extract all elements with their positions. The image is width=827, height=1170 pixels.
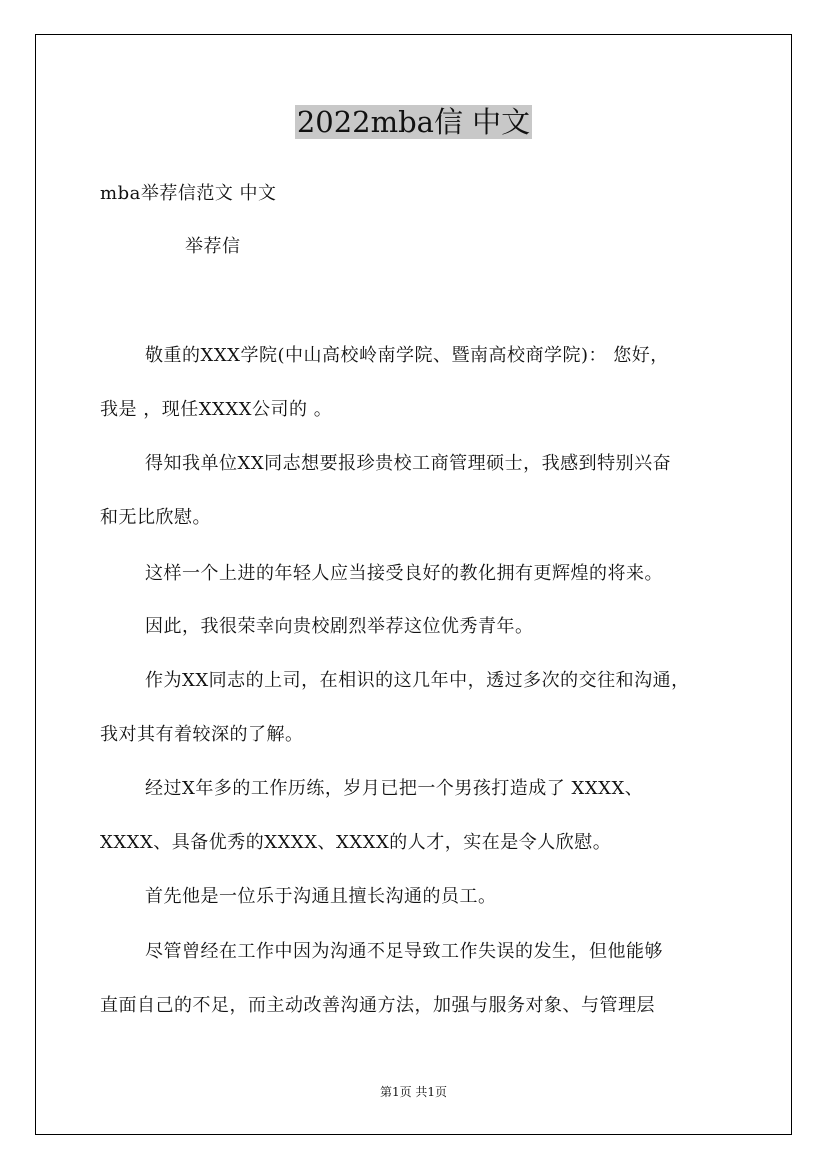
body-line: 和无比欣慰。 [100, 507, 211, 528]
document-title [0, 100, 827, 144]
body-line: XXXX、具备优秀的XXXX、XXXX的人才，实在是令人欣慰。 [100, 832, 612, 853]
body-line: 这样一个上进的年轻人应当接受良好的教化拥有更辉煌的将来。 [145, 563, 663, 584]
page-number-footer: 第1页 共1页 [379, 1085, 448, 1099]
body-line: 敬重的XXX学院(中山高校岭南学院、暨南高校商学院)： 您好， [145, 345, 669, 366]
letter-heading: 举荐信 [185, 236, 241, 257]
body-line: 得知我单位XX同志想要报珍贵校工商管理硕士，我感到特别兴奋 [145, 453, 672, 474]
body-line: 作为XX同志的上司，在相识的这几年中，透过多次的交往和沟通， [145, 670, 690, 691]
body-line: 我是 ，现任XXXX公司的 。 [100, 399, 333, 420]
body-line: 我对其有着较深的了解。 [100, 724, 304, 745]
body-line: 尽管曾经在工作中因为沟通不足导致工作失误的发生，但他能够 [145, 941, 663, 962]
body-line: 因此，我很荣幸向贵校剧烈举荐这位优秀青年。 [145, 616, 534, 637]
body-line: 首先他是一位乐于沟通且擅长沟通的员工。 [145, 886, 497, 907]
document-title-text: 2022mba信 中文 [296, 105, 531, 139]
document-subtitle: mba举荐信范文 中文 [100, 183, 277, 204]
body-line: 经过X年多的工作历练，岁月已把一个男孩打造成了 XXXX、 [145, 778, 644, 799]
body-line: 直面自己的不足，而主动改善沟通方法，加强与服务对象、与管理层 [100, 995, 655, 1016]
